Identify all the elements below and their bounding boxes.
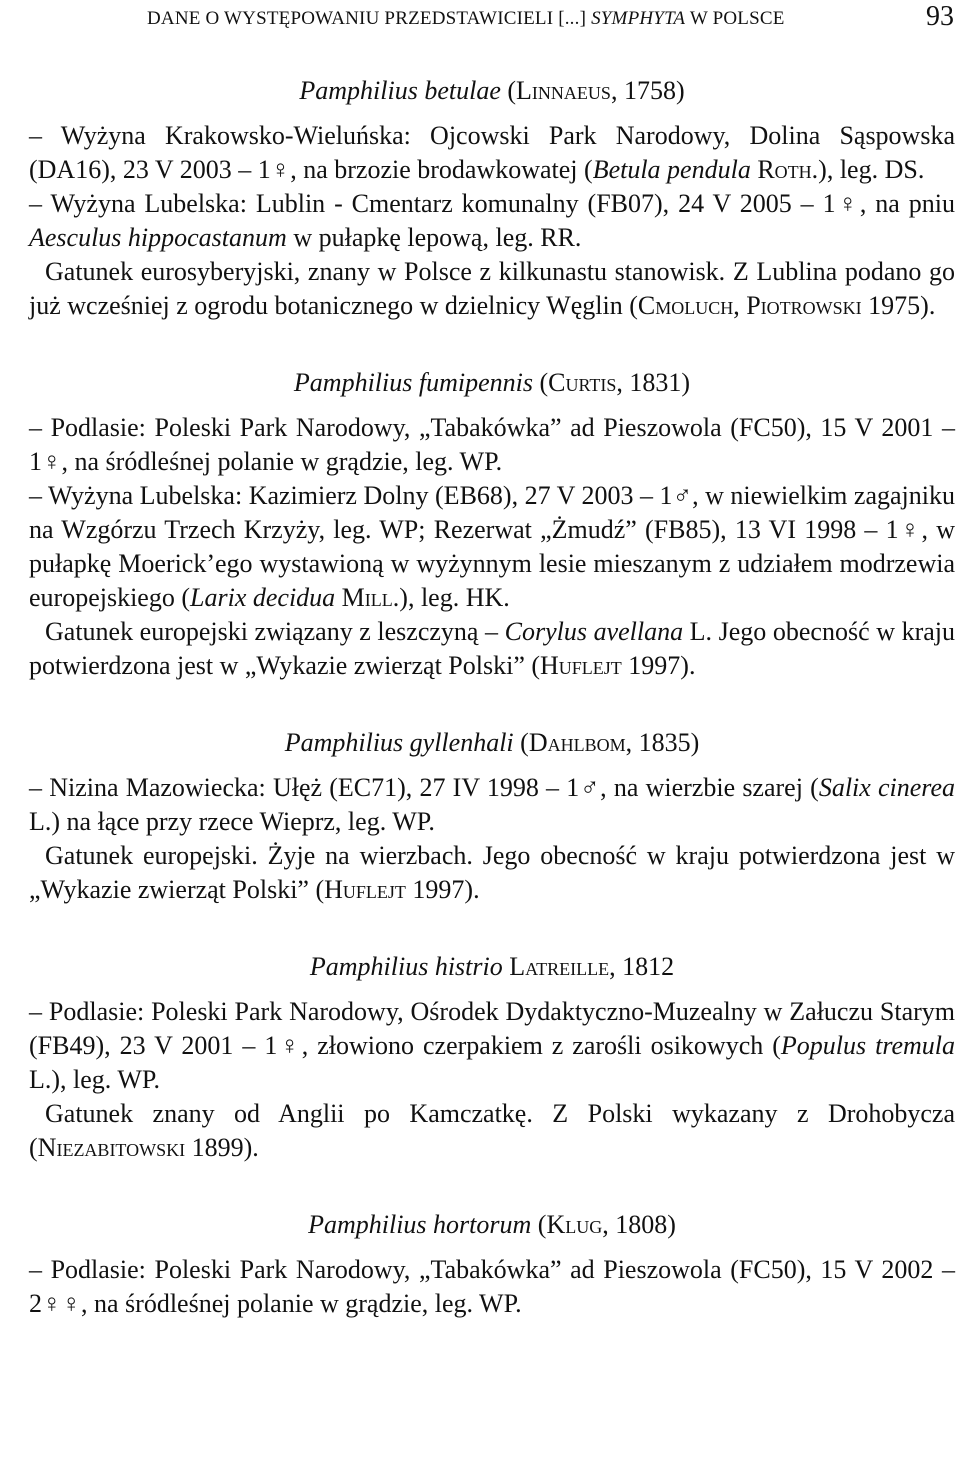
species-author: Curtis bbox=[548, 368, 617, 397]
record-paragraph: – Wyżyna Krakowsko-Wieluńska: Ojcowski Park Narodowy, Dolina Sąspowska (DA16), 23 V 2003 – 1♀, na brzozie brodawkowatej (Betula pendula Roth.), leg. DS. bbox=[29, 121, 955, 184]
species-author: Dahlbom bbox=[528, 728, 626, 757]
species-name: Pamphilius histrio bbox=[309, 952, 503, 981]
running-head bbox=[147, 8, 785, 30]
remarks-paragraph: Gatunek znany od Anglii po Kamczatkę. Z Polski wykazany z Drohobycza (Niezabitowski 1899). bbox=[29, 1099, 955, 1162]
remarks-paragraph: Gatunek europejski związany z leszczyną – Corylus avellana L. Jego obecność w kraju potwierdzona jest w „Wykazie zwierząt Polski” (Huflejt 1997). bbox=[29, 617, 955, 680]
record-paragraph: – Podlasie: Poleski Park Narodowy, „Tabakówka” ad Pieszowola (FC50), 15 V 2001 – 1♀, na śródleśnej polanie w grądzie, leg. WP. bbox=[29, 413, 955, 476]
species-name: Pamphilius hortorum bbox=[308, 1210, 532, 1239]
record-paragraph: – Wyżyna Lubelska: Lublin - Cmentarz komunalny (FB07), 24 V 2005 – 1♀, na pniu Aesculus hippocastanum w pułapkę lepową, leg. RR. bbox=[29, 189, 955, 252]
species-year: , 1835) bbox=[625, 728, 700, 757]
record-paragraph: – Podlasie: Poleski Park Narodowy, Ośrodek Dydaktyczno-Muzealny w Załuczu Starym (FB49), 23 V 2001 – 1♀, złowiono czerpakiem z zarośli osikowych (Populus tremula L.), leg. WP. bbox=[29, 997, 956, 1094]
species-author: Latreille bbox=[509, 952, 610, 981]
species-name: Pamphilius betulae bbox=[299, 76, 501, 105]
species-author: Linnaeus bbox=[516, 76, 611, 105]
running-head-taxon: SYMPHYTA bbox=[591, 8, 686, 29]
species-name: Pamphilius gyllenhali bbox=[284, 728, 514, 757]
species-heading-betulae: Pamphilius betulae (Linnaeus, 1758) bbox=[299, 76, 685, 105]
species-author: Klug bbox=[546, 1210, 603, 1239]
species-year: , 1812 bbox=[609, 952, 675, 981]
species-heading-fumipennis: Pamphilius fumipennis (Curtis, 1831) bbox=[293, 368, 691, 397]
remarks-paragraph: Gatunek eurosyberyjski, znany w Polsce z kilkunastu stanowisk. Z Lublina podano go już wcześniej z ogrodu botanicznego w dzielnicy Węglin (Cmoluch, Piotrowski 1975). bbox=[29, 257, 955, 320]
page-header bbox=[147, 0, 954, 40]
remarks-paragraph: Gatunek europejski. Żyje na wierzbach. Jego obecność w kraju potwierdzona jest w „Wykazie zwierząt Polski” (Huflejt 1997). bbox=[29, 841, 955, 904]
species-year: , 1831) bbox=[616, 368, 691, 397]
record-paragraph: – Nizina Mazowiecka: Ułęż (EC71), 27 IV 1998 – 1♂, na wierzbie szarej (Salix cinerea L.) na łące przy rzece Wieprz, leg. WP. bbox=[29, 773, 955, 836]
running-head-text: DANE O WYSTĘPOWANIU PRZEDSTAWICIELI [...] bbox=[147, 8, 592, 29]
species-year: , 1808) bbox=[602, 1210, 676, 1239]
species-name: Pamphilius fumipennis bbox=[293, 368, 533, 397]
page-content bbox=[29, 72, 955, 1321]
species-heading-histrio bbox=[29, 948, 955, 985]
page-number: 93 bbox=[926, 1, 954, 32]
record-paragraph: – Wyżyna Lubelska: Kazimierz Dolny (EB68), 27 V 2003 – 1♂, w niewielkim zagajniku na Wzgórzu Trzech Krzyży, leg. WP; Rezerwat „Żmudź” (FB85), 13 VI 1998 – 1♀, w pułapkę Moerick’ego wystawioną w wyżynnym lesie mieszanym z udziałem modrzewia europejskiego (Larix decidua Mill.), leg. HK. bbox=[29, 481, 955, 612]
species-year: , 1758) bbox=[610, 76, 685, 105]
running-head-text-end: W POLSCE bbox=[685, 8, 785, 29]
species-heading-gyllenhali: Pamphilius gyllenhali (Dahlbom, 1835) bbox=[284, 728, 700, 757]
record-paragraph: – Podlasie: Poleski Park Narodowy, „Tabakówka” ad Pieszowola (FC50), 15 V 2002 – 2♀♀, na śródleśnej polanie w grądzie, leg. WP. bbox=[29, 1255, 955, 1318]
species-heading-hortorum: Pamphilius hortorum (Klug, 1808) bbox=[308, 1210, 676, 1239]
